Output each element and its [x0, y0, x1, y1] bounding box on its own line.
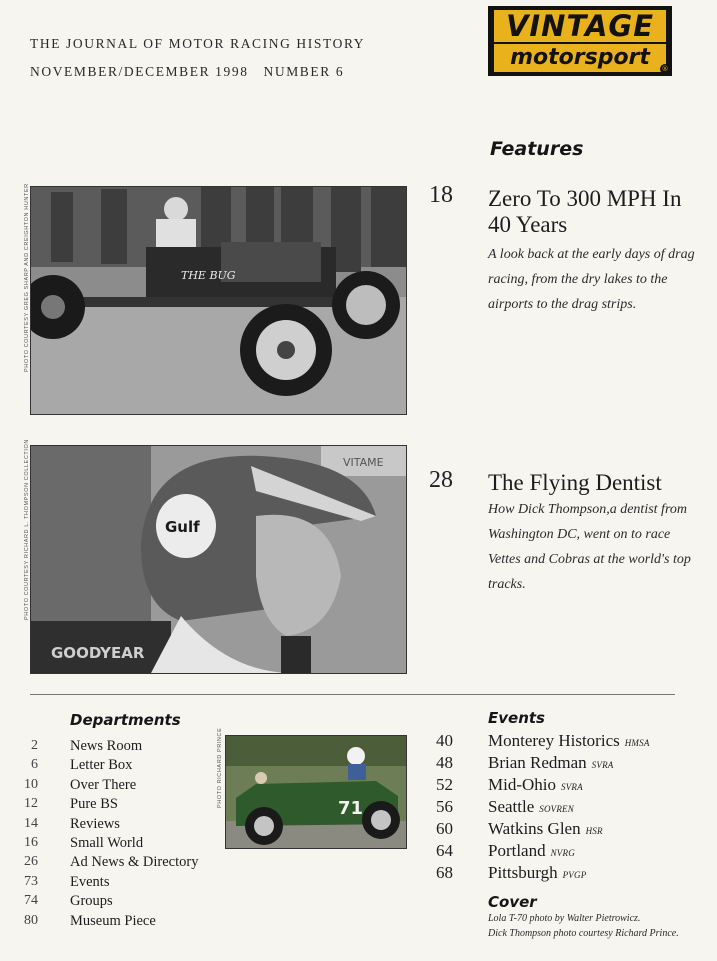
- flying-dentist-photo[interactable]: [30, 445, 407, 674]
- departments-heading: Departments: [70, 711, 181, 729]
- journal-tagline: THE JOURNAL OF MOTOR RACING HISTORY: [30, 36, 366, 51]
- cover-credit-thompson: Dick Thompson photo courtesy Richard Prince.: [488, 928, 679, 939]
- event-name: [488, 775, 583, 795]
- photo-credit-dentist: PHOTO COURTESY RICHARD L. THOMPSON COLLECTION: [24, 439, 30, 620]
- dept-page: 80: [24, 912, 38, 928]
- event-name: [488, 819, 603, 839]
- car-number: 71: [338, 798, 364, 819]
- dept-page: 10: [24, 776, 38, 792]
- issue-date: NOVEMBER/DECEMBER 1998 NUMBER 6: [30, 64, 345, 79]
- car-name-text: THE BUG: [181, 269, 236, 282]
- drag-racing-photo[interactable]: [30, 186, 407, 415]
- event-name: [488, 797, 574, 817]
- dept-page: 6: [31, 757, 38, 773]
- banner-text: GOODYEAR: [51, 644, 145, 662]
- event-page: 60: [436, 819, 453, 838]
- race-car-photo[interactable]: [225, 735, 407, 849]
- event-title: Brian Redman: [488, 753, 587, 772]
- feature-page-18: 18: [429, 182, 453, 208]
- event-name: [488, 863, 586, 883]
- dept-page: 12: [24, 796, 38, 812]
- event-title: Pittsburgh: [488, 863, 558, 882]
- events-heading: Events: [488, 709, 545, 727]
- photo-credit-race: PHOTO RICHARD PRINCE: [217, 727, 223, 808]
- magazine-logo[interactable]: [488, 6, 672, 76]
- sign-text: VITAME: [343, 456, 384, 469]
- event-club: SVRA: [561, 782, 583, 792]
- dept-page: 73: [24, 873, 38, 889]
- dept-page: 2: [31, 738, 38, 753]
- feature-desc-dentist: How Dick Thompson,a dentist from Washington DC, went on to race Vettes and Cobras at the world's top tracks.: [488, 502, 691, 592]
- event-club: HMSA: [624, 738, 650, 748]
- logo-word-motorsport: motorsport: [494, 44, 666, 72]
- dept-label: Museum Piece: [70, 912, 156, 929]
- event-title: Monterey Historics: [488, 731, 620, 750]
- event-page: 56: [436, 797, 453, 816]
- dept-label: Events: [70, 873, 110, 890]
- event-title: Watkins Glen: [488, 819, 581, 838]
- features-heading: Features: [490, 138, 584, 160]
- dept-label: Groups: [70, 893, 113, 910]
- event-page: 48: [436, 753, 453, 772]
- feature-title-dentist[interactable]: The Flying Dentist: [488, 470, 662, 495]
- photo-credit-drag: PHOTO COURTESY GREG SHARP AND CREIGHTON HUNTER: [24, 183, 30, 372]
- dept-label: Reviews: [70, 815, 120, 832]
- event-club: PVGP: [562, 870, 587, 880]
- dept-label: Letter Box: [70, 757, 133, 774]
- event-page: 40: [436, 731, 453, 750]
- dept-page: 16: [24, 834, 38, 850]
- dept-page: 26: [24, 854, 38, 870]
- dept-page: 14: [24, 815, 38, 831]
- event-club: HSR: [585, 826, 603, 836]
- dept-label: Small World: [70, 834, 144, 851]
- dept-label: Pure BS: [70, 796, 118, 813]
- dept-label: Over There: [70, 776, 137, 793]
- registered-mark: ®: [661, 65, 669, 73]
- feature-desc-drag: A look back at the early days of drag racing, from the dry lakes to the airports to the drag strips.: [488, 247, 695, 312]
- feature-page-28: 28: [429, 467, 453, 493]
- dept-label: Ad News & Directory: [70, 854, 199, 871]
- section-divider: [30, 694, 675, 695]
- dept-page: 74: [24, 893, 38, 909]
- logo-word-vintage: VINTAGE: [494, 10, 666, 42]
- feature-title-drag[interactable]: Zero To 300 MPH In 40 Years: [488, 186, 682, 237]
- event-club: SVRA: [591, 760, 614, 770]
- event-title: Seattle: [488, 797, 535, 816]
- cover-credit-lola: Lola T-70 photo by Walter Pietrowicz.: [488, 913, 641, 924]
- gulf-helmet-text: Gulf: [165, 518, 200, 536]
- event-club: SOVREN: [539, 804, 574, 814]
- dept-label: News Room: [70, 738, 143, 754]
- event-title: Portland: [488, 841, 546, 860]
- cover-heading: Cover: [488, 893, 537, 911]
- event-name: [488, 731, 650, 751]
- event-page: 52: [436, 775, 453, 794]
- event-club: NVRG: [550, 848, 575, 858]
- event-title: Mid-Ohio: [488, 775, 556, 794]
- event-name: [488, 841, 575, 861]
- event-name: [488, 753, 613, 773]
- event-page: 64: [436, 841, 453, 860]
- event-page: 68: [436, 863, 453, 882]
